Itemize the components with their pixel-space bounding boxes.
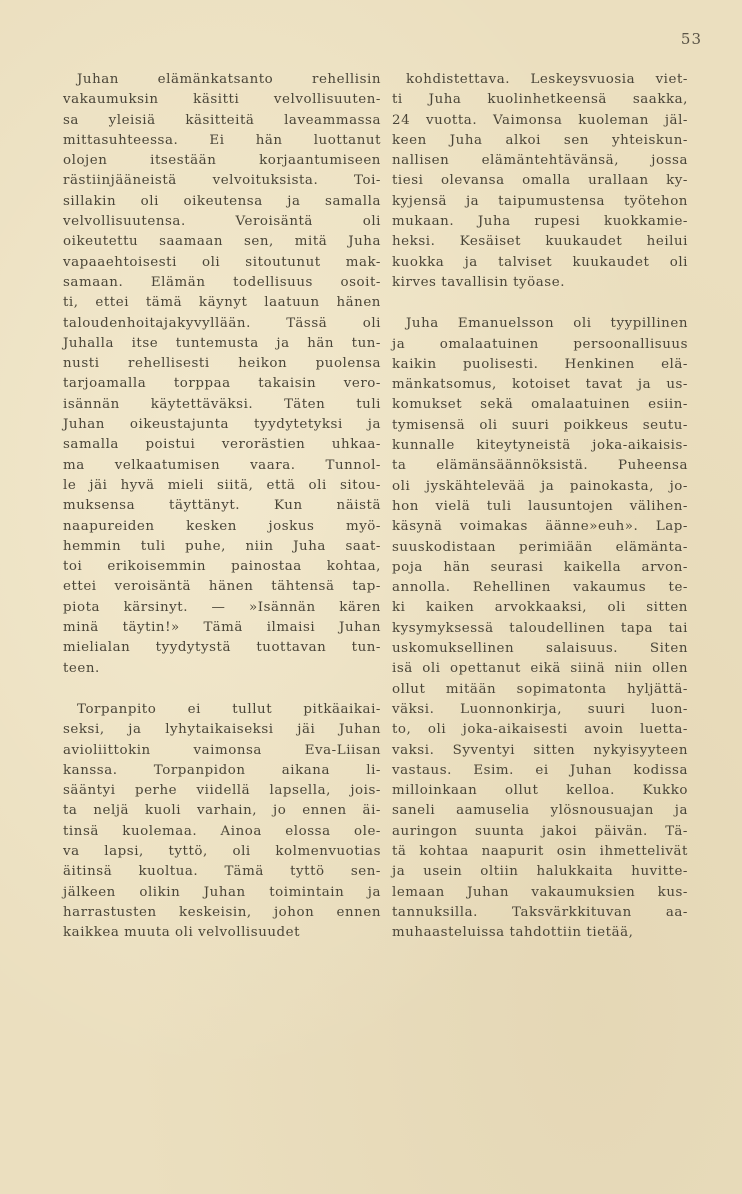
text-line: velvollisuutensa. Veroisäntä oli (63, 214, 381, 230)
text-line: tarjoamalla torppaa takaisin vero- (63, 376, 381, 392)
text-line: avioliittokin vaimonsa Eva-Liisan (63, 742, 381, 758)
text-line: kyjensä ja taipumustensa työtehon (392, 193, 688, 209)
right-text-column (392, 70, 688, 943)
text-line: sillakin oli oikeutensa ja samalla (63, 193, 381, 209)
text-line: toi erikoisemmin painostaa kohtaa, (63, 559, 381, 575)
text-line: ettei veroisäntä hänen tähtensä tap- (63, 579, 381, 595)
text-line: Juha Emanuelsson oli tyypillinen (406, 316, 688, 332)
text-line: suuskodistaan perimiään elämänta- (392, 539, 688, 555)
text-line: mänkatsomus, kotoiset tavat ja us- (392, 377, 688, 393)
text-line: piota kärsinyt. — »Isännän kären (63, 599, 381, 615)
text-line: oikeutettu saamaan sen, mitä Juha (63, 234, 381, 250)
text-line: vakaumuksin käsitti velvollisuuten- (63, 92, 381, 108)
text-line: samaan. Elämän todellisuus osoit- (63, 274, 381, 290)
text-line: muhaasteluissa tahdottiin tietää, (392, 925, 634, 941)
text-line: harrastusten keskeisin, johon ennen (63, 904, 381, 920)
text-line: kaikin puolisesti. Henkinen elä- (392, 356, 688, 372)
text-line: ti Juha kuolinhetkeensä saakka, (392, 92, 688, 108)
text-line: sääntyi perhe viidellä lapsella, jois- (63, 783, 381, 799)
text-line: va lapsi, tyttö, oli kolmenvuotias (63, 843, 381, 859)
text-line: teen. (63, 660, 100, 676)
text-line: mielialan tyydytystä tuottavan tun- (63, 640, 381, 656)
paragraph (392, 314, 688, 943)
text-line: lemaan Juhan vakaumuksien kus- (392, 884, 688, 900)
text-line: äitinsä kuoltua. Tämä tyttö sen- (63, 864, 381, 880)
text-line: tiesi olevansa omalla urallaan ky- (392, 173, 688, 189)
text-line: isä oli opettanut eikä siinä niin ollen (392, 661, 688, 677)
text-line: kirves tavallisin työase. (392, 274, 566, 290)
text-line: Juhan elämänkatsanto rehellisin (77, 72, 381, 87)
text-line: vastaus. Esim. ei Juhan kodissa (392, 762, 688, 778)
paragraph (63, 70, 381, 679)
text-line: tannuksilla. Taksvärkkituvan aa- (392, 904, 688, 920)
text-line: Juhalla itse tuntemusta ja hän tun- (63, 335, 381, 351)
text-line: kanssa. Torpanpidon aikana li- (63, 762, 381, 778)
text-line: tä kohtaa naapurit osin ihmettelivät (392, 843, 688, 859)
text-line: hon vielä tuli lausuntojen välihen- (392, 498, 688, 514)
left-text-column (63, 70, 381, 943)
text-line: to, oli joka-aikaisesti avoin luetta- (392, 722, 688, 738)
text-line: tymisensä oli suuri poikkeus seutu- (392, 417, 688, 433)
text-line: jälkeen olikin Juhan toimintain ja (63, 884, 381, 900)
text-line: 24 vuotta. Vaimonsa kuoleman jäl- (392, 112, 688, 128)
paragraph (63, 700, 381, 944)
text-line: ma velkaatumisen vaara. Tunnol- (63, 457, 381, 473)
text-line: kaikkea muuta oli velvollisuudet (63, 925, 301, 941)
text-line: ja usein oltiin halukkaita huvitte- (392, 864, 688, 880)
text-line: heksi. Kesäiset kuukaudet heilui (392, 234, 688, 250)
text-line: muksensa täyttänyt. Kun näistä (63, 498, 381, 514)
text-line: seksi, ja lyhytaikaiseksi jäi Juhan (63, 722, 381, 738)
text-line: saneli aamuselia ylösnousuajan ja (392, 803, 688, 819)
text-line: minä täytin!» Tämä ilmaisi Juhan (63, 620, 381, 636)
text-line: oli jyskähtelevää ja painokasta, jo- (392, 478, 688, 494)
paragraph-gap (63, 679, 381, 700)
text-line: nallisen elämäntehtävänsä, jossa (392, 153, 688, 169)
text-line: rästiinjääneistä velvoituksista. Toi- (63, 173, 381, 189)
text-line: uskomuksellinen salaisuus. Siten (392, 641, 688, 657)
text-line: isännän käytettäväksi. Täten tuli (63, 396, 381, 412)
text-line: olojen itsestään korjaantumiseen (63, 153, 381, 169)
text-line: vaksi. Syventyi sitten nykyisyyteen (392, 742, 688, 758)
text-line: hemmin tuli puhe, niin Juha saat- (63, 538, 381, 554)
text-line: nusti rehellisesti heikon puolensa (63, 356, 381, 372)
text-line: kunnalle kiteytyneistä joka-aikaisis- (392, 438, 688, 454)
text-line: ja omalaatuinen persoonallisuus (392, 336, 688, 352)
text-line: milloinkaan ollut kelloa. Kukko (392, 783, 688, 799)
text-line: samalla poistui verorästien uhkaa- (63, 437, 381, 453)
text-line: kohdistettava. Leskeysvuosia viet- (406, 72, 688, 87)
text-line: tinsä kuolemaa. Ainoa elossa ole- (63, 823, 381, 839)
text-line: käsynä voimakas äänne»euh». Lap- (392, 519, 688, 535)
text-line: keen Juha alkoi sen yhteiskun- (392, 132, 688, 148)
text-line: kuokka ja talviset kuukaudet oli (392, 254, 688, 270)
text-line: ollut mitään sopimatonta hyljättä- (392, 681, 688, 697)
text-line: naapureiden kesken joskus myö- (63, 518, 381, 534)
text-line: le jäi hyvä mieli siitä, että oli sitou- (63, 477, 381, 493)
paragraph (392, 70, 688, 293)
text-line: ti, ettei tämä käynyt laatuun hänen (63, 295, 381, 311)
text-line: sa yleisiä käsitteitä laveammassa (63, 112, 381, 128)
text-line: Juhan oikeustajunta tyydytetyksi ja (63, 417, 381, 433)
text-line: ta elämänsäännöksistä. Puheensa (392, 458, 688, 474)
text-line: ki kaiken arvokkaaksi, oli sitten (392, 600, 688, 616)
text-line: ta neljä kuoli varhain, jo ennen äi- (63, 803, 381, 819)
page-number: 53 (680, 30, 702, 48)
text-line: vapaaehtoisesti oli sitoutunut mak- (63, 254, 381, 270)
text-line: kysymyksessä taloudellinen tapa tai (392, 620, 688, 636)
text-line: väksi. Luonnonkirja, suuri luon- (392, 701, 688, 717)
text-line: auringon suunta jakoi päivän. Tä- (392, 823, 688, 839)
text-line: mukaan. Juha rupesi kuokkamie- (392, 214, 688, 230)
text-line: annolla. Rehellinen vakaumus te- (392, 580, 688, 596)
paragraph-gap (392, 293, 688, 314)
text-line: Torpanpito ei tullut pitkäaikai- (77, 701, 381, 717)
text-line: komukset sekä omalaatuinen esiin- (392, 397, 688, 413)
text-line: poja hän seurasi kaikella arvon- (392, 559, 688, 575)
text-line: taloudenhoitajakyvyllään. Tässä oli (63, 315, 381, 331)
text-line: mittasuhteessa. Ei hän luottanut (63, 132, 381, 148)
